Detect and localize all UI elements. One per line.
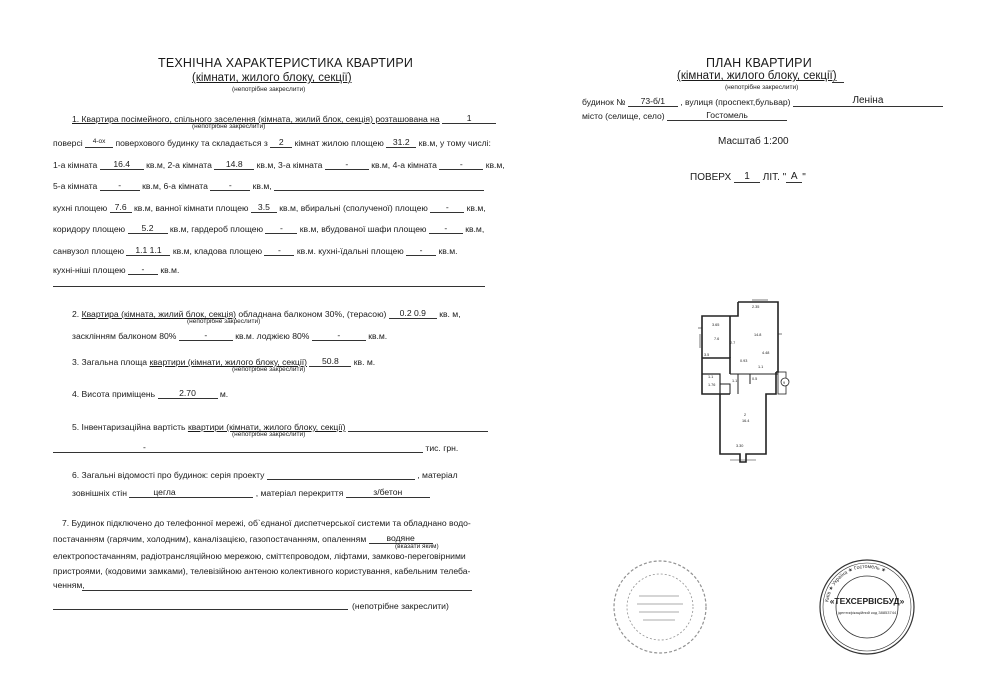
s7-line4: пристроями, (кодовими замками), телевізійною антеною колективного користування, кабельним телеба- bbox=[53, 566, 471, 576]
s3-note: (непотрібне закреслити) bbox=[232, 366, 306, 373]
s1-kitchen-line: кухні площею 7.6 кв.м, ванної кімнати площею 3.5 кв.м, вбиральні (сполученої) площею - кв.м, bbox=[53, 202, 486, 213]
plan-label: 0.93 bbox=[740, 359, 748, 363]
s1-note: (непотрібне закреслити) bbox=[192, 123, 266, 130]
plan-label: 1.1 bbox=[732, 379, 738, 383]
right-title: ПЛАН КВАРТИРИ bbox=[706, 56, 812, 70]
left-subtitle: (кімнати, жилого блоку, секції) bbox=[192, 72, 352, 84]
left-stamp-image bbox=[605, 552, 715, 662]
s5-line: 5. Інвентаризаційна вартість квартири (кімнати, жилого блоку, секції) bbox=[72, 421, 488, 432]
floor-number: 1 bbox=[442, 113, 496, 124]
stamp-ring-text: Київ ★ Україна ★ Гостомель ★ bbox=[824, 563, 887, 603]
s1-kn-line: кухні-ніші площею - кв.м. bbox=[53, 264, 180, 275]
s6-line1: 6. Загальні відомості про будинок: серія проекту , матеріал bbox=[72, 470, 458, 480]
plan-label: 3.5 bbox=[704, 353, 710, 357]
s7-note: (вказати яким) bbox=[395, 543, 439, 550]
s5-value-line: - тис. грн. bbox=[53, 442, 458, 453]
plan-label: 4.48 bbox=[762, 351, 770, 355]
plan-label: 2.35 bbox=[752, 305, 760, 309]
plan-label: 2.7 bbox=[730, 341, 736, 345]
plan-label: 16.4 bbox=[742, 419, 750, 423]
s7-end-note: (непотрібне закреслити) bbox=[352, 601, 449, 611]
s1-rooms-line: 1-а кімната 16.4 кв.м, 2-а кімната 14.8 кв.м, 3-а кімната - кв.м, 4-а кімната - кв.м, bbox=[53, 159, 505, 170]
s1-corridor-line: коридору площею 5.2 кв.м, гардероб площею - кв.м, вбудованої шафи площею - кв.м, bbox=[53, 223, 485, 234]
left-subtitle-note: (непотрібне закреслити) bbox=[232, 86, 306, 93]
plan-label: 2 bbox=[744, 413, 747, 417]
floor-line: ПОВЕРХ 1 ЛІТ. " А " bbox=[690, 171, 806, 183]
s7-line1: 7. Будинок підключено до телефонної мережі, об`єднаної диспетчерської системи та обладнано водо- bbox=[62, 518, 471, 528]
plan-label: 9 bbox=[783, 381, 786, 385]
s7-line2: постачанням (гарячим, холодним), каналізацією, газопостачанням, опаленням водяне bbox=[53, 533, 433, 544]
left-title: ТЕХНІЧНА ХАРАКТЕРИСТИКА КВАРТИРИ bbox=[158, 56, 414, 70]
s2-line1: 2. Квартира (кімната, жилий блок, секція) обладнана балконом 30%, (терасою) 0.2 0.9 кв. м, bbox=[72, 308, 461, 319]
stamp-code: ідентифікаційний код 38853744 bbox=[837, 610, 897, 615]
plan-label: 1.1 bbox=[758, 365, 764, 369]
s3-line: 3. Загальна площа квартири (кімнати, жилого блоку, секції) 50.8 кв. м. bbox=[72, 356, 376, 367]
plan-label: 0.5 bbox=[752, 377, 758, 381]
plan-label: 3.65 bbox=[712, 323, 720, 327]
s5-note: (непотрібне закреслити) bbox=[232, 431, 306, 438]
plan-label: 1.1 bbox=[708, 375, 714, 379]
plan-label: 14.8 bbox=[754, 333, 762, 337]
s2-note: (непотрібне закреслити) bbox=[187, 318, 261, 325]
s1-line2: поверсі 4-ох поверхового будинку та складається з 2 кімнат жилою площею 31.2 кв.м, у тому числі: bbox=[53, 137, 491, 148]
s1-rooms-line2: 5-а кімната - кв.м, 6-а кімната - кв.м, bbox=[53, 180, 484, 191]
stamp-name: «ТЕХСЕРВІСБУД» bbox=[829, 596, 905, 606]
s6-line2: зовнішніх стін цегла , матеріал перекриття з/бетон bbox=[72, 487, 430, 498]
address-line2: місто (селище, село) Гостомель bbox=[582, 110, 787, 121]
plan-label: 7.6 bbox=[714, 337, 720, 341]
s4-line: 4. Висота приміщень 2.70 м. bbox=[72, 388, 229, 399]
company-stamp bbox=[812, 552, 922, 662]
address-line1: будинок № 73-б/1 , вулиця (проспект,бульвар) Леніна bbox=[582, 96, 943, 107]
s1-line1: 1. Квартира посімейного, спільного заселення (кімната, жилий блок, секція) розташована на 1 bbox=[72, 113, 496, 124]
s1-sanuzol-line: санвузол площею 1.1 1.1 кв.м, кладова площею - кв.м. кухні-їдальні площею - кв.м. bbox=[53, 245, 458, 256]
s7-line5: ченням, bbox=[53, 580, 85, 590]
s7-line3: електропостачанням, радіотрансляційною мережою, сміттєпроводом, ліфтами, замково-переговірними bbox=[53, 551, 466, 561]
scale: Масштаб 1:200 bbox=[718, 136, 789, 147]
right-subtitle: (кімнати, жилого блоку, секції) bbox=[677, 70, 837, 82]
floor-plan bbox=[690, 294, 800, 470]
plan-label: 1.76 bbox=[708, 383, 716, 387]
right-subtitle-note: (непотрібне закреслити) bbox=[725, 84, 799, 91]
s2-line2: засклінням балконом 80% - кв.м. лоджією 80% - кв.м. bbox=[72, 330, 388, 341]
plan-label: 3.30 bbox=[736, 444, 744, 448]
